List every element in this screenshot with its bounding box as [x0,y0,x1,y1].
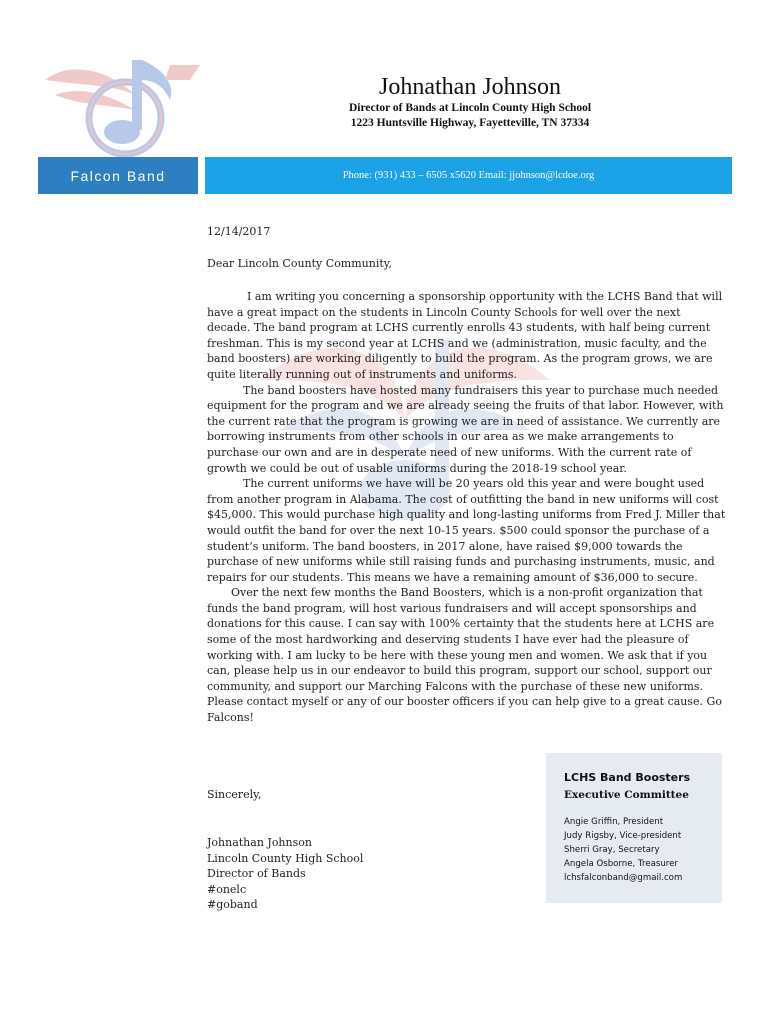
contact-info: Phone: (931) 433 – 6505 x5620 Email: jjohnson@lcdoe.org [205,157,732,194]
paragraph: The current uniforms we have will be 20 years old this year and were bought used from another program in Alabama. The cost of outfitting the band in new uniforms will cost $45,000. This would purchase high quality and long-lasting uniforms from Fred J. Miller that would outfit the band for over the next 10-15 years. $500 could sponsor the purchase of a student’s uniform. The band boosters, in 2017 alone, have raised $9,000 towards the purchase of new uniforms while still raising funds and purchasing instruments, music, and repairs for our students. This means we have a remaining amount of $36,000 to secure. [207,477,726,584]
letter-closing: Sincerely, [207,788,262,801]
committee-member: Angela Osborne, Treasurer [564,859,678,869]
signature-line: Lincoln County High School [207,851,364,865]
committee-title: Executive Committee [564,789,689,801]
boosters-title: LCHS Band Boosters [564,771,691,784]
signature-line: #goband [207,898,258,912]
music-note-logo-icon [40,40,210,160]
falcon-band-label: Falcon Band [38,157,198,194]
author-name: Johnathan Johnson [379,74,561,100]
author-title: Director of Bands at Lincoln County High School [348,102,592,114]
signature-line: Johnathan Johnson [207,836,312,849]
signature-block [207,835,363,913]
paragraph: The band boosters have hosted many fundraisers this year to purchase much needed equipment for the program and we are already seeing the fruits of that labor. However, with the current rate that the program is growing we are in need of assistance. We currently are borrowing instruments from other schools in our area as we make arrangements to purchase our own and are in desperate need of new uniforms. With the current rate of growth we could be out of usable uniforms during the 2018-19 school year. [207,383,724,475]
author-address: 1223 Huntsville Highway, Fayetteville, TN 37334 [350,117,590,129]
committee-member: Judy Rigsby, Vice-president [564,831,682,841]
signature-line: Director of Bands [207,867,306,881]
signature-line: #onelc [207,882,247,896]
committee-member: Sherri Gray, Secretary [564,845,660,855]
letter-body [207,289,727,726]
committee-email: lchsfalconband@gmail.com [564,873,683,883]
paragraph: I am writing you concerning a sponsorship opportunity with the LCHS Band that will have a great impact on the students in Lincoln County Schools for well over the next decade. The band program at LCHS currently enrolls 43 students, with half being current freshman. This is my second year at LCHS and we (administration, music faculty, and the band boosters) are working diligently to build the program. As the program grows, we are quite literally running out of instruments and uniforms. [207,290,723,381]
paragraph: Over the next few months the Band Boosters, which is a non-profit organization that funds the band program, will host various fundraisers and will accept sponsorships and donations for this cause. I can say with 100% certainty that the students here at LCHS are some of the most hardworking and deserving students I have ever had the pleasure of working with. I am lucky to be here with these young men and women. We ask that if you can, please help us in our endeavor to build this program, support our school, support our community, and support our Marching Falcons with the purchase of these new uniforms. Please contact myself or any of our booster officers if you can help give to a great cause. Go Falcons! [207,586,722,725]
committee-member: Angie Griffin, President [564,817,664,827]
committee-list [564,815,682,885]
letter-salutation: Dear Lincoln County Community, [207,257,393,270]
boosters-committee-box [546,753,722,903]
letter-date: 12/14/2017 [207,225,271,238]
